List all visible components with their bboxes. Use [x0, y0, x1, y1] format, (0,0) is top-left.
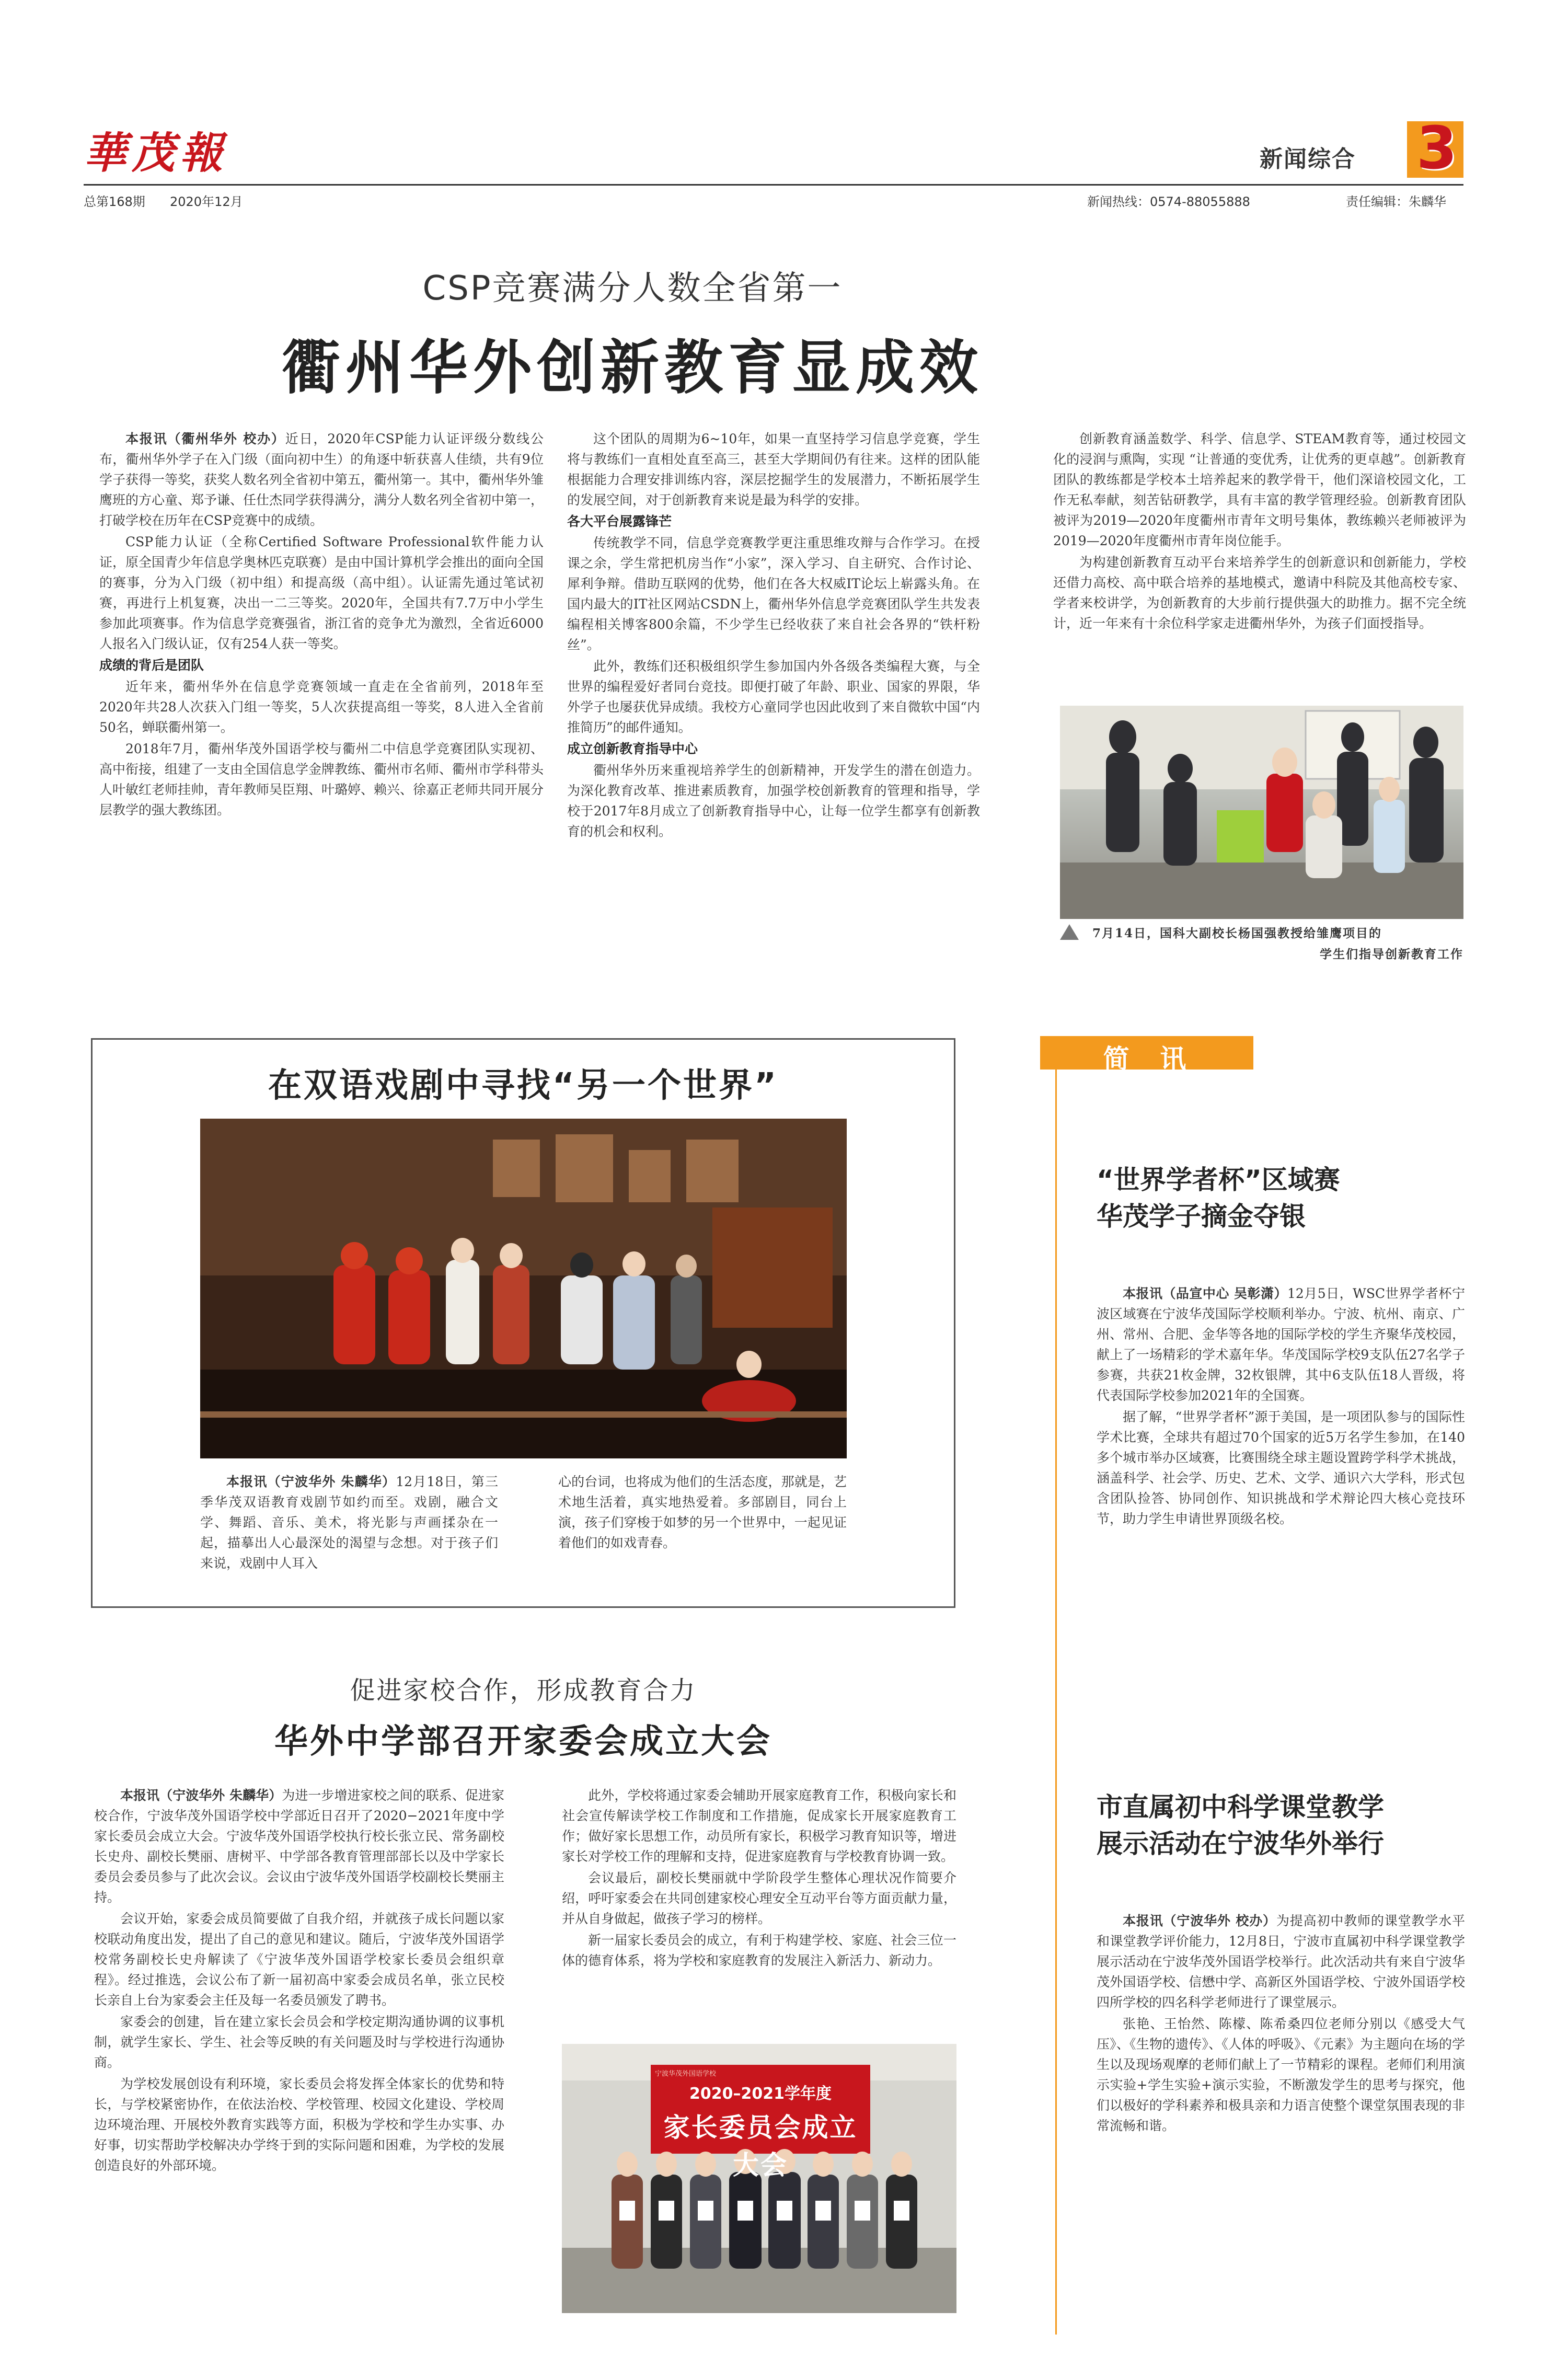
paragraph — [1097, 1407, 1465, 1529]
paragraph-text: 为构建创新教育互动平台来培养学生的创新意识和创新能力，学校还借力高校、高中联合培养的基地模式，邀请中科院及其他高校专家、学者来校讲学，为创新教育的大步前行提供强大的助推力。据不完全统计，近一年来有十余位科学家走进衢州华外，为孩子们面授指导。 — [1053, 555, 1466, 631]
paragraph-text: 张艳、王怡然、陈檬、陈希桑四位老师分别以《感受大气压》、《生物的遗传》、《人体的呼吸》、《元素》为主题向在场的学生以及现场观摩的老师们献上了一节精彩的课程。老师们利用演示实验+学生实验+演示实验，不断激发学生的思考与探究，他们以极好的学科素养和极具亲和力语言使整个课堂氛围表现的非常流畅和谐。 — [1097, 2016, 1465, 2133]
paragraph — [562, 1930, 956, 1971]
page-number-badge — [1407, 114, 1463, 182]
masthead — [0, 0, 1568, 220]
brief-news-label-text: 简 讯 — [1103, 1043, 1191, 1074]
paragraph — [99, 429, 544, 531]
lead-column-3 — [1053, 429, 1466, 700]
caption-line: 7月14日，国科大副校长杨国强教授给雏鹰项目的 — [1092, 926, 1382, 940]
section-title: 新闻综合 — [1260, 146, 1356, 173]
paragraph — [94, 2011, 504, 2073]
lead-kicker: CSP竞赛满分人数全省第一 — [422, 269, 843, 308]
paragraph-text: 近年来，衢州华外在信息学竞赛领域一直走在全省前列，2018年至2020年共28人次获入门组一等奖，5人次获提高组一等奖，8人进入全省前50名，蝉联衢州第一。 — [99, 679, 544, 735]
paragraph — [99, 739, 544, 820]
council-column-1 — [94, 1785, 504, 2339]
paragraph-text: 衢州华外历来重视培养学生的创新精神，开发学生的潜在创造力。为深化教育改革、推进素质教育，加强学校创新教育的管理和指导，学校于2017年8月成立了创新教育指导中心，让每一位学生都享有创新教育的机会和权利。 — [567, 763, 980, 839]
paragraph-text: 12月5日，WSC世界学者杯宁波区域赛在宁波华茂国际学校顺利举办。宁波、杭州、南京、广州、常州、合肥、金华等各地的国际学校的学生齐聚华茂校园，献上了一场精彩的学术嘉年华。华茂国际学校9支队伍27名学子参赛，共获21枚金牌，32枚银牌，其中6支队伍18人晋级，将代表国际学校参加2021年的全国赛。 — [1097, 1286, 1465, 1403]
dateline: 本报讯（宁波华外 校办） — [1123, 1913, 1276, 1928]
headline-line: 展示活动在宁波华外举行 — [1097, 1829, 1384, 1859]
paragraph-text: 此外，教练们还积极组织学生参加国内外各级各类编程大赛，与全世界的编程爱好者同台竞技。即便打破了年龄、职业、国家的界限，华外学子也屡获优异成绩。我校方心童同学也因此收到了来自微软中国“内推简历”的邮件通知。 — [567, 659, 980, 735]
banner-title: 家长委员会成立大会 — [663, 2112, 858, 2180]
paragraph — [562, 1785, 956, 1867]
drama-headline: 在双语戏剧中寻找“另一个世界” — [268, 1066, 779, 1105]
responsible-editor: 责任编辑：朱麟华 — [1346, 194, 1446, 209]
paragraph-text: 新一届家长委员会的成立，有利于构建学校、家庭、社会三位一体的德育体系，将为学校和家庭教育的发展注入新活力、新动力。 — [562, 1933, 956, 1968]
headline-line: “世界学者杯”区域赛 — [1097, 1165, 1340, 1195]
paragraph-text: 近日，2020年CSP能力认证评级分数线公布，衢州华外学子在入门级（面向初中生）的角逐中斩获喜人佳绩，共有9位学子获得一等奖，获奖人数名列全省初中第五，衢州第一。其中，衢州华外雏鹰班的方心童、郑予谦、任仕杰同学获得满分，满分人数名列全省初中第一，打破学校在历年在CSP竞赛中的成绩。 — [99, 431, 544, 528]
header-rule — [84, 184, 1463, 186]
headline-line: 华茂学子摘金夺银 — [1097, 1201, 1306, 1232]
paragraph — [562, 1868, 956, 1929]
paragraph-text: 为学校发展创设有利环境，家长委员会将发挥全体家长的优势和特长，与学校紧密协作，在依法治校、学校管理、校园文化建设、学校周边环境治理、开展校外教育实践等方面，积极为学校和学生办实事、办好事，切实帮助学校解决办学终于到的实际问题和困难，为学校的发展创造良好的外部环境。 — [94, 2076, 504, 2173]
council-kicker: 促进家校合作，形成教育合力 — [350, 1676, 697, 1705]
paragraph-text: 家委会的创建，旨在建立家长会员会和学校定期沟通协调的议事机制，就学生家长、学生、社会等反映的有关问题及时与学校进行沟通协商。 — [94, 2014, 504, 2070]
paragraph — [94, 1785, 504, 1907]
drama-column-1 — [200, 1471, 498, 1597]
brief-2-headline — [1097, 1789, 1462, 1862]
paragraph — [94, 1908, 504, 2010]
paragraph-text: 为进一步增进家校之间的联系、促进家校合作，宁波华茂外国语学校中学部近日召开了2020−2021年度中学家长委员会成立大会。宁波华茂外国语学校执行校长张立民、常务副校长史舟、副校长樊丽、唐树平、中学部各教育管理部部长以及中学家长委员会委员参与了此次会议。会议由宁波华茂外国语学校副校长樊丽主持。 — [94, 1788, 504, 1905]
drama-stage-photo — [200, 1119, 847, 1458]
newspaper-logo: 華茂報 — [84, 128, 228, 178]
issue-number: 总第168期 — [84, 194, 145, 209]
paragraph — [567, 656, 980, 738]
paragraph — [94, 2074, 504, 2176]
news-hotline: 新闻热线：0574-88055888 — [1087, 194, 1250, 209]
paragraph — [1053, 552, 1466, 634]
brief-news-rule — [1055, 1070, 1057, 2335]
paragraph — [99, 532, 544, 654]
council-group-photo — [562, 2044, 956, 2313]
page-number: 3 — [1416, 114, 1457, 182]
paragraph-text: 会议最后，副校长樊丽就中学阶段学生整体心理状况作简要介绍，呼吁家委会在共同创建家校心理安全互动平台等方面贡献力量，并从自身做起，做孩子学习的榜样。 — [562, 1870, 956, 1926]
paragraph-text: 2018年7月，衢州华茂外国语学校与衢州二中信息学竞赛团队实现初、高中衔接，组建了一支由全国信息学金牌教练、衢州市名师、衢州市学科带头人叶敏红老师挂帅，青年教师吴臣翔、叶璐婷、赖兴、徐嘉正老师共同开展分层教学的强大教练团。 — [99, 741, 544, 818]
headline-line: 市直属初中科学课堂教学 — [1097, 1792, 1384, 1822]
paragraph — [1097, 1911, 1465, 2013]
paragraph-text: 据了解，“世界学者杯”源于美国，是一项团队参与的国际性学术比赛，全球共有超过70个国家的近5万名学生参加，在140多个城市举办区域赛，比赛围绕全球主题设置跨学科学术挑战，涵盖科学、社会学、历史、艺术、文学、通识六大学科，形式包含团队捡答、协同创作、知识挑战和学术辩论四大核心竞技环节，助力学生申请世界顶级名校。 — [1097, 1409, 1465, 1526]
subheading: 成立创新教育指导中心 — [567, 741, 698, 756]
paragraph — [1097, 1283, 1465, 1406]
brief-2-body — [1097, 1911, 1465, 2308]
subheading: 各大平台展露锋芒 — [567, 514, 672, 529]
dateline: 本报讯（宁波华外 朱麟华） — [226, 1474, 396, 1489]
caption-triangle-icon — [1060, 924, 1079, 940]
council-headline: 华外中学部召开家委会成立大会 — [274, 1722, 772, 1761]
council-column-2 — [562, 1785, 956, 2046]
subheading: 成绩的背后是团队 — [99, 658, 204, 673]
dateline: 本报讯（衢州华外 校办） — [125, 431, 285, 446]
paragraph-text: 此外，学校将通过家委会辅助开展家庭教育工作，积极向家长和社会宣传解读学校工作制度和工作措施，促成家长开展家庭教育工作；做好家长思想工作，动员所有家长，积极学习教育知识等，增进家长对学校工作的理解和支持，促进家庭教育与学校教育协调一致。 — [562, 1788, 956, 1864]
paragraph-text: CSP能力认证（全称Certified Software Professional软件能力认证，原全国青少年信息学奥林匹克联赛）是由中国计算机学会推出的面向全国的赛事，分为入门级（初中组）和提高级（高中组）。认证需先通过笔试初赛，再进行上机复赛，决出一二三等奖。2020年，全国共有7.7万中小学生参加此项赛事。作为信息学竞赛强省，浙江省的竞争尤为激烈，全省近6000人报名入门级认证，仅有254人获一等奖。 — [99, 534, 544, 651]
lead-photo — [1060, 706, 1463, 919]
paragraph-text: 会议开始，家委会成员简要做了自我介绍，并就孩子成长问题以家校联动角度出发，提出了自己的意见和建议。随后，宁波华茂外国语学校常务副校长史舟解读了《宁波华茂外国语学校家长委员会组织章程》。经过推选，会议公布了新一届初高中家委会成员名单，张立民校长亲自上台为家委会主任及每一名委员颁发了聘书。 — [94, 1911, 504, 2008]
paragraph-text: 创新教育涵盖数学、科学、信息学、STEAM教育等，通过校园文化的浸润与熏陶，实现 “让普通的变优秀，让优秀的更卓越”。创新教育团队的教练都是学校本土培养起来的教学骨干，他们深谙校园文化，工作无私奉献，刻苦钻研教学，具有丰富的教学管理经验。创新教育团队被评为2019—2020年度衢州市青年文明号集体，教练赖兴老师被评为2019—2020年度衢州市青年岗位能手。 — [1053, 431, 1466, 548]
paragraph-text: 为提高初中教师的课堂教学水平和课堂教学评价能力，12月8日，宁波市直属初中科学课堂教学展示活动在宁波华茂外国语学校举行。此次活动共有来自宁波华茂外国语学校、信懋中学、高新区外国语学校、宁波外国语学校四所学校的四名科学老师进行了课堂展示。 — [1097, 1913, 1465, 2010]
paragraph-text: 12月18日，第三季华茂双语教育戏剧节如约而至。戏剧，融合文学、舞蹈、音乐、美术，将光影与声画揉杂在一起，描摹出人心最深处的渴望与念想。对于孩子们来说，戏剧中人耳入 — [200, 1474, 498, 1571]
lead-column-2 — [567, 429, 980, 951]
paragraph — [200, 1471, 498, 1573]
paragraph — [99, 676, 544, 738]
paragraph-text: 传统教学不同，信息学竞赛教学更注重思维攻辩与合作学习。在授课之余，学生常把机房当作“小家”，深入学习、自主研究、合作讨论、犀利争辩。借助互联网的优势，他们在各大权威IT论坛上崭露头角。在国内最大的IT社区网站CSDN上，衢州华外信息学竞赛团队学生共发表编程相关博客800余篇，不少学生已经收获了来自社会各界的“铁杆粉丝”。 — [567, 535, 980, 652]
paragraph — [567, 533, 980, 655]
brief-1-body — [1097, 1283, 1465, 1618]
lead-column-1 — [99, 429, 544, 951]
banner-school-name: 宁波华茂外国语学校 — [655, 2070, 717, 2078]
paragraph-text: 这个团队的周期为6~10年，如果一直坚持学习信息学竞赛，学生将与教练们一直相处直至高三，甚至大学期间仍有往来。这样的团队能根据能力合理安排训练内容，深层挖掘学生的发展潜力，不断拓展学生的发展空间，对于创新教育来说是最为科学的安排。 — [567, 431, 980, 508]
paragraph — [567, 760, 980, 842]
drama-column-2 — [558, 1471, 847, 1597]
paragraph — [567, 429, 980, 510]
lead-headline: 衢州华外创新教育显成效 — [282, 334, 983, 402]
banner-year: 2020–2021学年度 — [689, 2085, 832, 2103]
paragraph — [558, 1471, 847, 1553]
issue-date: 2020年12月 — [170, 194, 243, 209]
brief-1-headline — [1097, 1162, 1462, 1235]
paragraph-text: 心的台词，也将成为他们的生活态度，那就是，艺术地生活着，真实地热爱着。多部剧目，同台上演，孩子们穿梭于如梦的另一个世界中，一起见证着他们的如戏青春。 — [558, 1474, 847, 1550]
lead-photo-caption — [1092, 923, 1463, 965]
dateline: 本报讯（宁波华外 朱麟华） — [120, 1788, 282, 1803]
paragraph — [1097, 2014, 1465, 2136]
dateline: 本报讯（品宣中心 吴彰潇） — [1123, 1286, 1287, 1301]
caption-line: 学生们指导创新教育工作 — [1320, 947, 1463, 961]
paragraph — [1053, 429, 1466, 551]
